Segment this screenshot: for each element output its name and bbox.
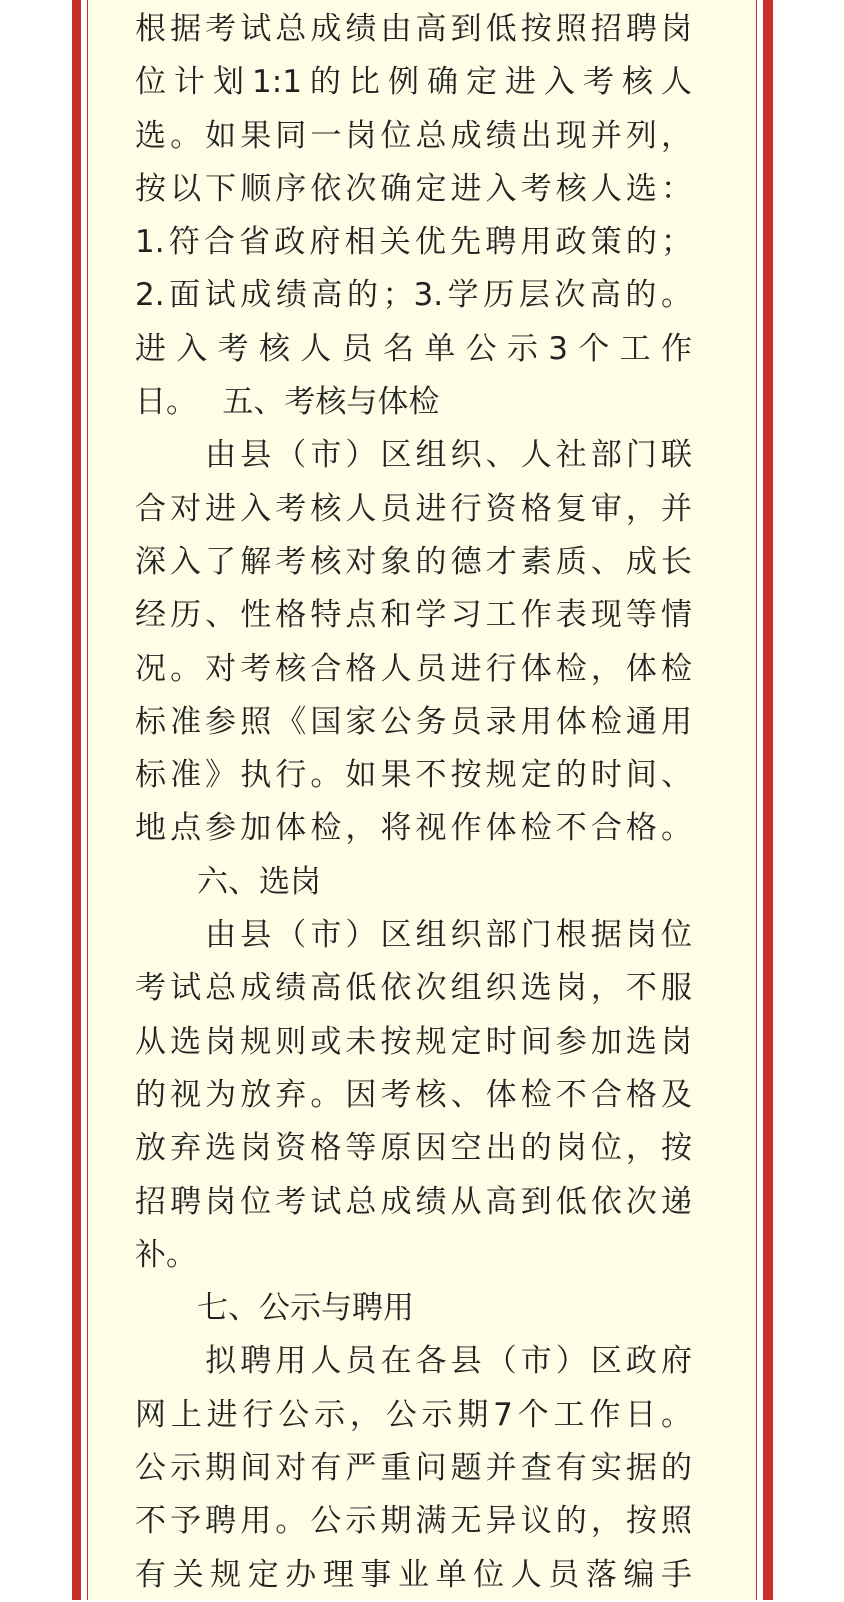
text-line: 从选岗规则或未按规定时间参加选岗	[135, 1023, 692, 1060]
text-line: 考试总成绩高低依次组织选岗，不服	[135, 970, 692, 1007]
text-line: 况。对考核合格人员进行体检，体检	[135, 650, 692, 687]
text-line: 根据考试总成绩由高到低按照招聘岗	[135, 11, 692, 47]
text-line: 拟聘用人员在各县（市）区政府	[135, 1343, 692, 1380]
text-line: 标准参照《国家公务员录用体检通用	[135, 703, 692, 740]
text-line: 放弃选岗资格等原因空出的岗位，按	[135, 1130, 692, 1167]
article-body	[135, 3, 692, 1602]
right-thin-border	[756, 0, 757, 1600]
text-line: 进入考核人员名单公示3个工作	[135, 330, 692, 367]
text-line: 补。	[135, 1236, 197, 1273]
text-line: 六、选岗	[135, 863, 321, 900]
text-line: 有关规定办理事业单位人员落编手	[135, 1556, 692, 1593]
right-red-border	[763, 0, 773, 1600]
text-line: 的视为放弃。因考核、体检不合格及	[135, 1076, 692, 1113]
text-line: 网上进行公示，公示期7个工作日。	[135, 1396, 692, 1433]
text-line: 经历、性格特点和学习工作表现等情	[135, 597, 692, 634]
text-line: 招聘岗位考试总成绩从高到低依次递	[135, 1183, 692, 1220]
text-line: 不予聘用。公示期满无异议的，按照	[135, 1503, 692, 1540]
text-line: 选。如果同一岗位总成绩出现并列，	[135, 117, 692, 154]
text-line: 深入了解考核对象的德才素质、成长	[135, 543, 692, 580]
text-line: 七、公示与聘用	[135, 1290, 414, 1327]
text-line: 由县（市）区组织部门根据岗位	[135, 917, 692, 954]
text-line: 合对进入考核人员进行资格复审，并	[135, 490, 692, 527]
left-red-border	[72, 0, 81, 1600]
text-line: 位计划1:1的比例确定进入考核人	[135, 64, 692, 101]
text-line: 按以下顺序依次确定进入考核人选：	[135, 170, 692, 207]
text-line: 1.符合省政府相关优先聘用政策的；	[135, 224, 692, 261]
text-line: 标准》执行。如果不按规定的时间、	[135, 757, 692, 794]
text-line: 地点参加体检，将视作体检不合格。	[135, 810, 692, 847]
text-line: 2.面试成绩高的；3.学历层次高的。	[135, 277, 692, 314]
text-line: 日。 五、考核与体检	[135, 384, 440, 421]
text-line: 由县（市）区组织、人社部门联	[135, 437, 692, 474]
text-line: 公示期间对有严重问题并查有实据的	[135, 1450, 692, 1487]
